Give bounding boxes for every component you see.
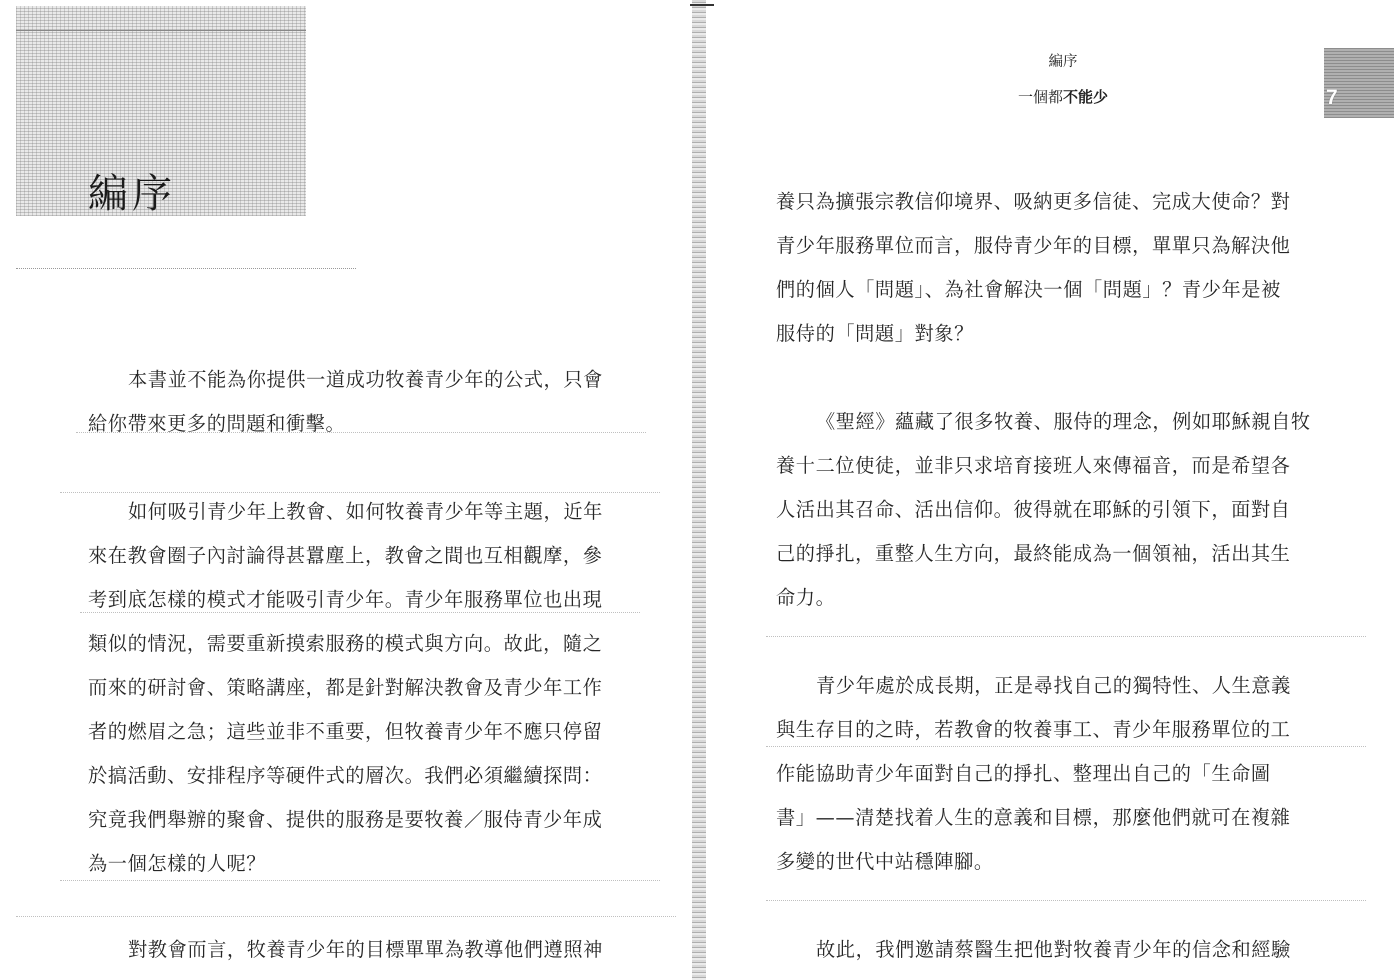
text-line: 本書並不能為你提供一道成功牧養青少年的公式，只會 (128, 368, 603, 391)
text-line: 與生存目的之時，若教會的牧養事工、青少年服務單位的工 (776, 718, 1291, 741)
text-line: 故此，我們邀請蔡醫生把他對牧養青少年的信念和經驗 (816, 938, 1291, 961)
paragraph (776, 664, 1322, 884)
running-head-title-prefix: 一個都 (1017, 88, 1063, 106)
text-line: 究竟我們舉辦的聚會、提供的服務是要牧養／服侍青少年成 (88, 808, 603, 831)
text-line: 類似的情況，需要重新摸索服務的模式與方向。故此，隨之 (88, 632, 603, 655)
running-head-title (716, 86, 1400, 107)
section-divider (16, 268, 356, 269)
text-line: 人活出其召命、活出信仰。彼得就在耶穌的引領下，面對自 (776, 498, 1291, 521)
text-line: 《聖經》蘊藏了很多牧養、服侍的理念，例如耶穌親自牧 (816, 410, 1311, 433)
text-line: 對教會而言，牧養青少年的目標單單為教導他們遵照神 (128, 938, 603, 961)
paragraph (776, 928, 1322, 972)
paragraph (88, 490, 634, 886)
text-line: 養十二位使徒，並非只求培育接班人來傳福音，而是希望各 (776, 454, 1291, 477)
book-spine-gutter (692, 0, 706, 980)
scan-noise (16, 916, 676, 918)
title-rule (16, 30, 306, 31)
text-line: 多變的世代中站穩陣腳。 (776, 850, 994, 873)
text-line: 給你帶來更多的問題和衝擊。 (88, 412, 346, 435)
scan-noise (766, 636, 1366, 638)
paragraph (776, 400, 1322, 620)
text-line: 青少年服務單位而言，服侍青少年的目標，單單只為解決他 (776, 234, 1291, 257)
paragraph (88, 928, 634, 972)
scan-noise (766, 900, 1366, 902)
right-page (706, 0, 1400, 980)
text-line: 者的燃眉之急；這些並非不重要，但牧養青少年不應只停留 (88, 720, 603, 743)
text-line: 為一個怎樣的人呢？ (88, 852, 267, 875)
text-line: 們的個人「問題」、為社會解決一個「問題」？青少年是被 (776, 278, 1281, 301)
text-line: 命力。 (776, 586, 836, 609)
text-line: 如何吸引青少年上教會、如何牧養青少年等主題，近年 (128, 500, 603, 523)
paragraph (88, 358, 634, 446)
text-line: 來在教會圈子內討論得甚囂塵上，教會之間也互相觀摩，參 (88, 544, 603, 567)
running-head-section: 編序 (1048, 54, 1078, 70)
text-line: 書」——清楚找着人生的意義和目標，那麼他們就可在複雜 (776, 806, 1291, 829)
page-number: 7 (1326, 86, 1338, 109)
text-line: 己的掙扎，重整人生方向，最終能成為一個領袖，活出其生 (776, 542, 1291, 565)
text-line: 於搞活動、安排程序等硬件式的層次。我們必須繼續探問： (88, 764, 603, 787)
paragraph (776, 180, 1322, 356)
section-title: 編序 (88, 171, 176, 217)
text-line: 考到底怎樣的模式才能吸引青少年。青少年服務單位也出現 (88, 588, 603, 611)
text-line: 青少年處於成長期，正是尋找自己的獨特性、人生意義 (816, 674, 1291, 697)
left-page (0, 0, 694, 980)
running-head-title-bold: 不能少 (1063, 88, 1109, 106)
text-line: 而來的研討會、策略講座，都是針對解決教會及青少年工作 (88, 676, 603, 699)
text-line: 作能協助青少年面對自己的掙扎、整理出自己的「生命圖 (776, 762, 1271, 785)
text-line: 服侍的「問題」對象？ (776, 322, 974, 345)
text-line: 養只為擴張宗教信仰境界、吸納更多信徒、完成大使命？對 (776, 190, 1291, 213)
